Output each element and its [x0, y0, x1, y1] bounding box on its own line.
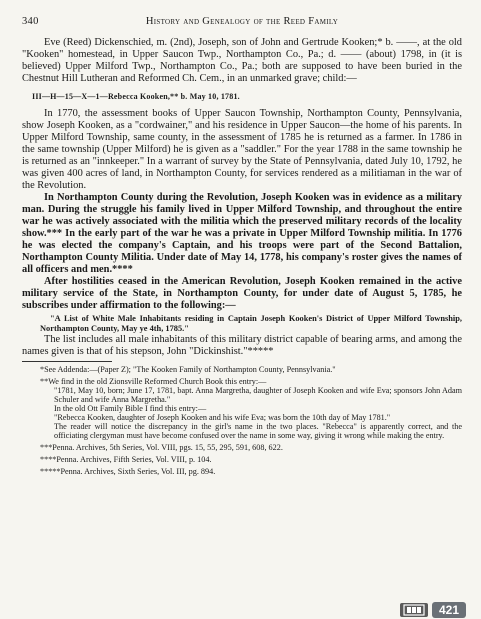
- footnote-quote: "1781, May 10, born; June 17, 1781, bapt. Anna Margretha, daughter of Joseph Kooken and wife Eva; sponsors John Adam Schuler and wife Anna Margretha.": [54, 386, 462, 404]
- paragraph: Eve (Reed) Dickenschied, m. (2nd), Joseph, son of John and Gertrude Kooken;* b. ——, at the old "Kooken" homestead, in Upper Saucon Twp., Northampton Co., Pa.; d. —— (about) 1798, in (it is believed) Upper Milford Twp., Northampton Co., Pa.; both are supposed to have been buried in the Chestnut Hill Lutheran and Reformed Ch. Cem., in an unmarked grave; child:—: [22, 37, 462, 84]
- block-quote: "A List of White Male Inhabitants residing in Captain Joseph Kooken's District of Upper Milford Township, Northampton County, May ye 4th, 1785.": [40, 314, 462, 333]
- footnote: **We find in the old Zionsville Reformed Church Book this entry:—: [40, 377, 267, 386]
- footnote: ****Penna. Archives, Fifth Series, Vol. VIII, p. 104.: [40, 455, 212, 464]
- footnote: *See Addenda:—(Paper Z); "The Kooken Family of Northampton County, Pennsylvania.": [40, 365, 336, 374]
- page-header: [22, 16, 462, 30]
- running-title: History and Genealogy of the Reed Family: [145, 16, 339, 27]
- page-number: 340: [22, 16, 39, 27]
- paragraph: The list includes all male inhabitants of this military district capable of bearing arms, and among the names given is that of his stepson, John "Dickinshist."*****: [22, 334, 462, 357]
- page-body: [22, 37, 462, 476]
- footnote: ***Penna. Archives, 5th Series, Vol. VIII, pgs. 15, 55, 295, 591, 608, 622.: [40, 443, 283, 452]
- paragraph: After hostilities ceased in the American Revolution, Joseph Kooken remained in the active military service of the State, in Northampton County, for under date of August 5, 1785, he subscribes under affirmation to the following:—: [22, 276, 462, 311]
- page-number-badge[interactable]: 421: [432, 602, 466, 618]
- footnote-quote: "Rebecca Kooken, daughter of Joseph Kooken and his wife Eva; was born the 10th day of May 1781.": [54, 413, 391, 422]
- paragraph: In Northampton County during the Revolution, Joseph Kooken was in evidence as a military man. During the struggle his family lived in Upper Milford Township, and throughout the entire war he was actively associated with the militia which the preserved military records of the locality show.*** In the early part of the war he was a private in Upper Milford Township militia. In 1776 he was elected the company's Captain, and his troops were part of the Second Battalion, Northampton County Militia. Under date of May 14, 1778, his company's roster gives the names of all officers and men.****: [22, 192, 462, 275]
- film-strip-icon[interactable]: [400, 603, 428, 617]
- paragraph: In 1770, the assessment books of Upper Saucon Township, Northampton County, Pennsylvania, show Joseph Kooken, as a "cordwainer," and his residence in Upper Saucon—the home of his parents. In Upper Milford Township, same county, in the assessment of 1785 he is returned as a farmer. In 1786 in the same township (Upper Milford) he is given as a "saddler." For the year 1788 in the same township he is returned as an "innkeeper." In a warrant of survey by the State of Pennsylvania, dated July 10, 1792, he was given 400 acres of land, in Northampton County, for services rendered as a militiaman in the war of the Revolution.: [22, 108, 462, 191]
- footnote-line: The reader will notice the discrepancy in the girl's name in the two places. "Rebecca" is apparently correct, and the officiating clergyman must have become confused over the name in some way, giving it wrong while making the entry.: [54, 422, 462, 440]
- footnote-divider: [22, 361, 112, 362]
- footnote: *****Penna. Archives, Sixth Series, Vol. III, pg. 894.: [40, 467, 216, 476]
- footnote-line: In the old Ott Family Bible I find this entry:—: [54, 404, 207, 413]
- genealogy-entry: III—H—15—X—1—Rebecca Kooken,** b. May 10, 1781.: [32, 92, 240, 101]
